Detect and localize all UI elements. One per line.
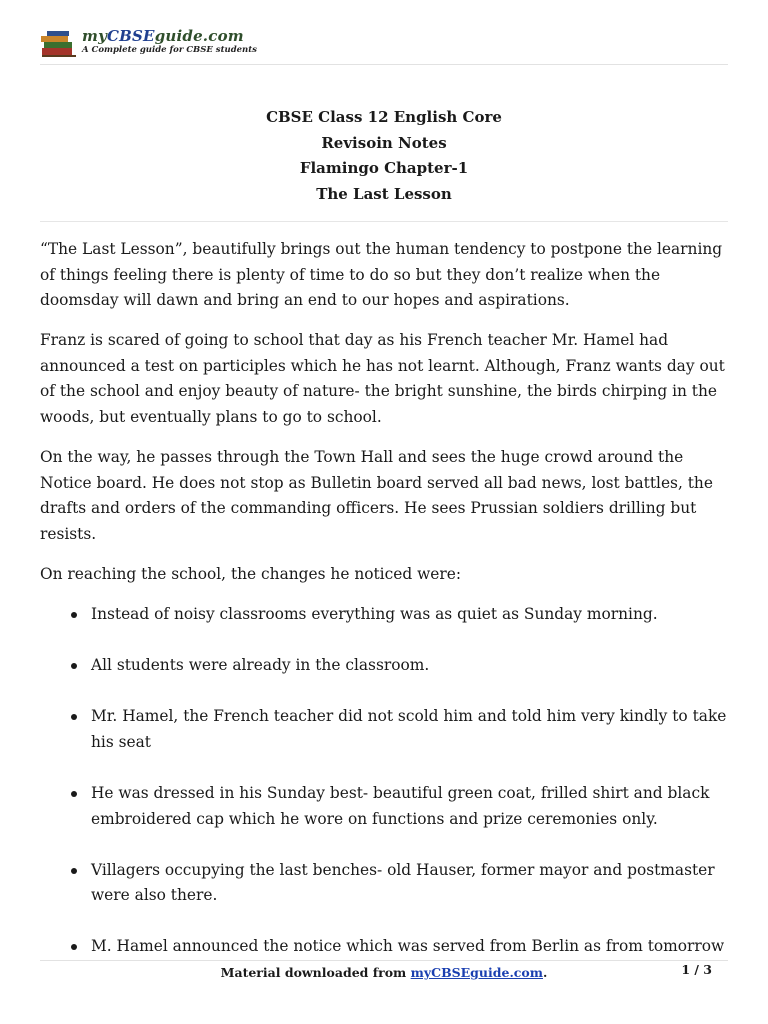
- list-item: He was dressed in his Sunday best- beautiful green coat, frilled shirt and black embroidered cap which he wore on functions and prize ceremonies only.: [40, 781, 728, 832]
- list-item: Instead of noisy classrooms everything was as quiet as Sunday morning.: [40, 602, 728, 628]
- site-logo[interactable]: [40, 26, 257, 60]
- title-line: The Last Lesson: [316, 184, 452, 203]
- body-paragraph: “The Last Lesson”, beautifully brings out the human tendency to postpone the learning of things feeling there is plenty of time to do so but they don’t realize when the doomsday will dawn and bring an end to our hopes and aspirations.: [40, 240, 723, 310]
- body-paragraph: On reaching the school, the changes he noticed were:: [40, 565, 462, 584]
- list-item: Mr. Hamel, the French teacher did not scold him and told him very kindly to take his seat: [40, 704, 728, 755]
- logo-wordmark: myCBSEguide.com: [82, 27, 244, 45]
- footer-site-link[interactable]: myCBSEguide.com: [410, 965, 543, 980]
- document-title: [40, 105, 728, 222]
- title-line: Flamingo Chapter-1: [299, 159, 469, 177]
- changes-list: [40, 602, 728, 960]
- title-line: Revisoin Notes: [321, 133, 447, 152]
- list-item: All students were already in the classroom.: [40, 653, 728, 679]
- list-item: M. Hamel announced the notice which was served from Berlin as from tomorrow: [40, 934, 728, 960]
- page-footer: [40, 960, 728, 991]
- logo-tagline: A Complete guide for CBSE students: [82, 45, 257, 55]
- books-logo-icon: [40, 30, 80, 58]
- title-line: CBSE Class 12 English Core: [266, 108, 502, 126]
- footer-suffix: .: [542, 965, 548, 980]
- footer-prefix: Material downloaded from: [220, 965, 411, 980]
- body-paragraph: Franz is scared of going to school that day as his French teacher Mr. Hamel had announced a test on participles which he has not learnt. Although, Franz wants day out of the school and enjoy beauty of nature- the bright sunshine, the birds chirping in the woods, but eventually plans to go to school.: [40, 331, 725, 427]
- list-item: Villagers occupying the last benches- old Hauser, former mayor and postmaster were also there.: [40, 858, 728, 909]
- footer-credit: [40, 965, 728, 980]
- page-indicator: 1 / 3: [681, 962, 712, 977]
- document-body: [40, 237, 728, 985]
- body-paragraph: On the way, he passes through the Town Hall and sees the huge crowd around the Notice board. He does not stop as Bulletin board served all bad news, lost battles, the drafts and orders of the commanding officers. He sees Prussian soldiers drilling but resists.: [40, 448, 713, 543]
- page-header: [40, 24, 728, 65]
